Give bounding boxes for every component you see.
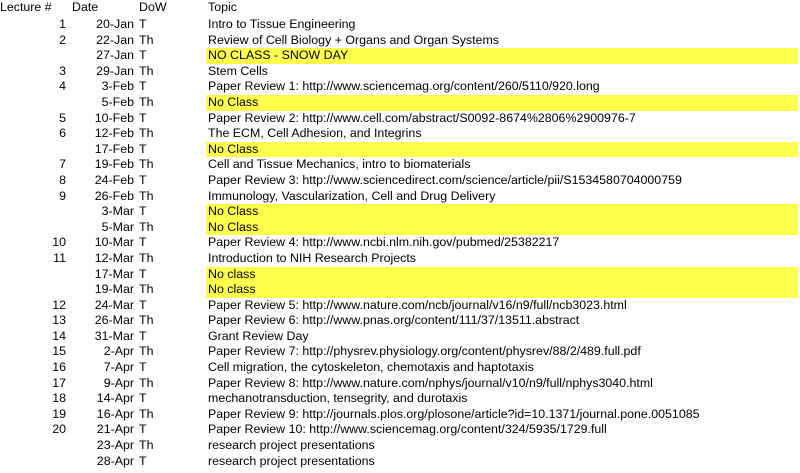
table-row xyxy=(0,344,800,360)
lecture-cell[interactable]: 18 xyxy=(52,391,66,406)
date-cell[interactable]: 7-Apr xyxy=(103,360,134,375)
date-cell[interactable]: 3-Feb xyxy=(101,79,134,94)
date-cell[interactable]: 16-Apr xyxy=(96,406,134,421)
dow-cell[interactable]: Th xyxy=(139,188,154,203)
topic-cell[interactable]: Stem Cells xyxy=(208,63,268,78)
date-cell[interactable]: 14-Apr xyxy=(96,391,134,406)
topic-cell[interactable]: No class xyxy=(206,282,798,298)
table-row xyxy=(0,298,800,314)
table-row xyxy=(0,391,800,407)
topic-cell[interactable]: Paper Review 8: http://www.nature.com/nphys/journal/v10/n9/full/nphys3040.html xyxy=(208,375,653,390)
date-cell[interactable]: 5-Feb xyxy=(101,94,134,109)
dow-cell[interactable]: T xyxy=(139,141,147,156)
lecture-cell[interactable]: 8 xyxy=(59,172,66,187)
date-cell[interactable]: 3-Mar xyxy=(101,204,134,219)
schedule-rows xyxy=(0,17,800,469)
dow-cell[interactable]: T xyxy=(139,235,147,250)
lecture-cell[interactable] xyxy=(0,220,66,236)
header-row xyxy=(0,0,800,17)
topic-cell[interactable]: Paper Review 4: http://www.ncbi.nlm.nih.gov/pubmed/25382217 xyxy=(208,235,560,250)
table-row xyxy=(0,235,800,251)
table-row xyxy=(0,376,800,392)
table-row xyxy=(0,126,800,142)
lecture-cell[interactable]: 15 xyxy=(52,344,66,359)
lecture-cell[interactable]: 20 xyxy=(52,422,66,437)
dow-cell[interactable]: Th xyxy=(139,219,154,234)
topic-cell[interactable]: No class xyxy=(206,267,798,283)
table-row xyxy=(0,407,800,423)
dow-cell[interactable]: T xyxy=(139,422,147,437)
date-cell[interactable]: 17-Feb xyxy=(94,141,134,156)
lecture-column-header[interactable]: Lecture # xyxy=(0,0,52,14)
dow-cell[interactable]: T xyxy=(139,266,147,281)
topic-cell[interactable]: NO CLASS - SNOW DAY xyxy=(206,48,798,64)
table-row xyxy=(0,360,800,376)
lecture-cell[interactable] xyxy=(0,48,66,64)
table-row xyxy=(0,17,800,33)
date-cell[interactable]: 9-Apr xyxy=(103,375,134,390)
date-cell[interactable]: 19-Feb xyxy=(94,157,134,172)
lecture-cell[interactable]: 11 xyxy=(53,250,66,265)
dow-cell[interactable]: Th xyxy=(139,94,154,109)
topic-cell[interactable]: Paper Review 9: http://journals.plos.org/plosone/article?id=10.1371/journal.pone.0051085 xyxy=(208,406,700,421)
dow-cell[interactable]: T xyxy=(139,48,147,63)
lecture-cell[interactable]: 12 xyxy=(52,297,66,312)
table-row xyxy=(0,313,800,329)
date-cell[interactable]: 22-Jan xyxy=(96,32,134,47)
date-cell[interactable]: 20-Jan xyxy=(96,17,134,31)
table-row xyxy=(0,438,800,454)
topic-cell[interactable]: Paper Review 1: http://www.sciencemag.org/content/260/5110/920.long xyxy=(208,79,600,94)
table-row xyxy=(0,282,800,298)
dow-cell[interactable]: T xyxy=(139,391,147,406)
lecture-cell[interactable] xyxy=(0,142,66,158)
date-cell[interactable]: 24-Mar xyxy=(94,297,134,312)
topic-cell[interactable]: mechanotransduction, tensegrity, and durotaxis xyxy=(208,391,468,406)
dow-cell[interactable]: T xyxy=(139,204,147,219)
table-row xyxy=(0,204,800,220)
topic-cell[interactable]: research project presentations xyxy=(208,453,375,468)
date-cell[interactable]: 27-Jan xyxy=(96,48,134,63)
table-row xyxy=(0,157,800,173)
dow-cell[interactable]: Th xyxy=(139,157,154,172)
dow-cell[interactable]: Th xyxy=(139,126,154,141)
lecture-cell[interactable]: 13 xyxy=(52,313,66,328)
lecture-cell[interactable]: 4 xyxy=(59,79,66,94)
dow-cell[interactable]: T xyxy=(139,360,147,375)
dow-cell[interactable]: Th xyxy=(139,344,154,359)
table-row xyxy=(0,329,800,345)
table-row xyxy=(0,173,800,189)
topic-cell[interactable]: Paper Review 7: http://physrev.physiology.org/content/physrev/88/2/489.full.pdf xyxy=(208,344,641,359)
table-row xyxy=(0,422,800,438)
dow-cell[interactable]: Th xyxy=(139,250,154,265)
dow-cell[interactable]: T xyxy=(139,110,147,125)
date-cell[interactable]: 26-Feb xyxy=(94,188,134,203)
topic-cell[interactable]: Grant Review Day xyxy=(208,328,309,343)
dow-cell[interactable]: T xyxy=(139,453,147,468)
lecture-cell[interactable] xyxy=(0,454,66,470)
lecture-cell[interactable]: 2 xyxy=(59,32,66,47)
table-row xyxy=(0,79,800,95)
topic-cell[interactable]: No Class xyxy=(206,142,798,158)
lecture-cell[interactable]: 17 xyxy=(52,375,66,390)
table-row xyxy=(0,64,800,80)
dow-cell[interactable]: Th xyxy=(139,282,154,297)
topic-cell[interactable]: research project presentations xyxy=(208,438,375,453)
lecture-cell[interactable]: 9 xyxy=(59,188,66,203)
date-cell[interactable]: 17-Mar xyxy=(94,266,134,281)
lecture-cell[interactable] xyxy=(0,282,66,298)
date-cell[interactable]: 21-Apr xyxy=(96,422,134,437)
topic-cell[interactable]: Review of Cell Biology + Organs and Organ Systems xyxy=(208,32,499,47)
date-cell[interactable]: 10-Mar xyxy=(94,235,134,250)
lecture-cell[interactable]: 5 xyxy=(59,110,66,125)
dow-cell[interactable]: T xyxy=(139,17,147,31)
date-cell[interactable]: 28-Apr xyxy=(96,453,134,468)
topic-cell[interactable]: No Class xyxy=(206,220,798,236)
lecture-cell[interactable] xyxy=(0,95,66,111)
dow-cell[interactable]: Th xyxy=(139,313,154,328)
date-cell[interactable]: 26-Mar xyxy=(94,313,134,328)
table-row xyxy=(0,267,800,283)
lecture-cell[interactable]: 3 xyxy=(59,63,66,78)
dow-cell[interactable]: T xyxy=(139,172,147,187)
date-cell[interactable]: 12-Feb xyxy=(94,126,134,141)
topic-cell[interactable]: Intro to Tissue Engineering xyxy=(208,17,356,31)
lecture-cell[interactable]: 14 xyxy=(52,328,66,343)
topic-cell[interactable]: Cell migration, the cytoskeleton, chemotaxis and haptotaxis xyxy=(208,360,534,375)
topic-cell[interactable]: Introduction to NIH Research Projects xyxy=(208,250,416,265)
dow-cell[interactable]: Th xyxy=(139,63,154,78)
table-row xyxy=(0,48,800,64)
lecture-cell[interactable] xyxy=(0,204,66,220)
lecture-cell[interactable]: 6 xyxy=(59,126,66,141)
topic-cell[interactable]: Paper Review 3: http://www.sciencedirect.com/science/article/pii/S1534580704000759 xyxy=(208,172,682,187)
topic-cell[interactable]: Paper Review 2: http://www.cell.com/abstract/S0092-8674%2806%2900976-7 xyxy=(208,110,636,125)
date-cell[interactable]: 12-Mar xyxy=(94,250,134,265)
dow-column-header[interactable]: DoW xyxy=(139,0,167,14)
date-column-header[interactable]: Date xyxy=(72,0,99,14)
lecture-cell[interactable]: 19 xyxy=(52,406,66,421)
lecture-cell[interactable]: 7 xyxy=(59,157,66,172)
topic-cell[interactable]: No Class xyxy=(206,95,798,111)
topic-cell[interactable]: Cell and Tissue Mechanics, intro to biomaterials xyxy=(208,157,471,172)
dow-cell[interactable]: Th xyxy=(139,32,154,47)
dow-cell[interactable]: Th xyxy=(139,375,154,390)
table-row xyxy=(0,220,800,236)
date-cell[interactable]: 10-Feb xyxy=(94,110,134,125)
topic-cell[interactable]: No Class xyxy=(206,204,798,220)
topic-cell[interactable]: Paper Review 10: http://www.sciencemag.org/content/324/5935/1729.full xyxy=(208,422,607,437)
date-cell[interactable]: 29-Jan xyxy=(96,63,134,78)
dow-cell[interactable]: T xyxy=(139,328,147,343)
topic-cell[interactable]: Paper Review 5: http://www.nature.com/ncb/journal/v16/n9/full/ncb3023.html xyxy=(208,297,627,312)
lecture-cell[interactable] xyxy=(0,438,66,454)
lecture-cell[interactable]: 10 xyxy=(52,235,66,250)
date-cell[interactable]: 31-Mar xyxy=(94,328,134,343)
dow-cell[interactable]: Th xyxy=(139,438,154,453)
date-cell[interactable]: 23-Apr xyxy=(96,438,134,453)
date-cell[interactable]: 19-Mar xyxy=(94,282,134,297)
topic-cell[interactable]: The ECM, Cell Adhesion, and Integrins xyxy=(208,126,422,141)
table-row xyxy=(0,454,800,470)
date-cell[interactable]: 24-Feb xyxy=(94,172,134,187)
table-row xyxy=(0,111,800,127)
table-row xyxy=(0,189,800,205)
dow-cell[interactable]: T xyxy=(139,79,147,94)
table-row xyxy=(0,142,800,158)
lecture-cell[interactable]: 16 xyxy=(52,360,66,375)
lecture-cell[interactable]: 1 xyxy=(59,17,66,31)
table-row xyxy=(0,95,800,111)
lecture-cell[interactable] xyxy=(0,267,66,283)
date-cell[interactable]: 2-Apr xyxy=(103,344,134,359)
dow-cell[interactable]: Th xyxy=(139,406,154,421)
dow-cell[interactable]: T xyxy=(139,297,147,312)
date-cell[interactable]: 5-Mar xyxy=(101,219,134,234)
topic-cell[interactable]: Paper Review 6: http://www.pnas.org/content/111/37/13511.abstract xyxy=(208,313,580,328)
topic-column-header[interactable]: Topic xyxy=(208,0,237,14)
table-row xyxy=(0,251,800,267)
table-row xyxy=(0,33,800,49)
topic-cell[interactable]: Immunology, Vascularization, Cell and Drug Delivery xyxy=(208,188,496,203)
